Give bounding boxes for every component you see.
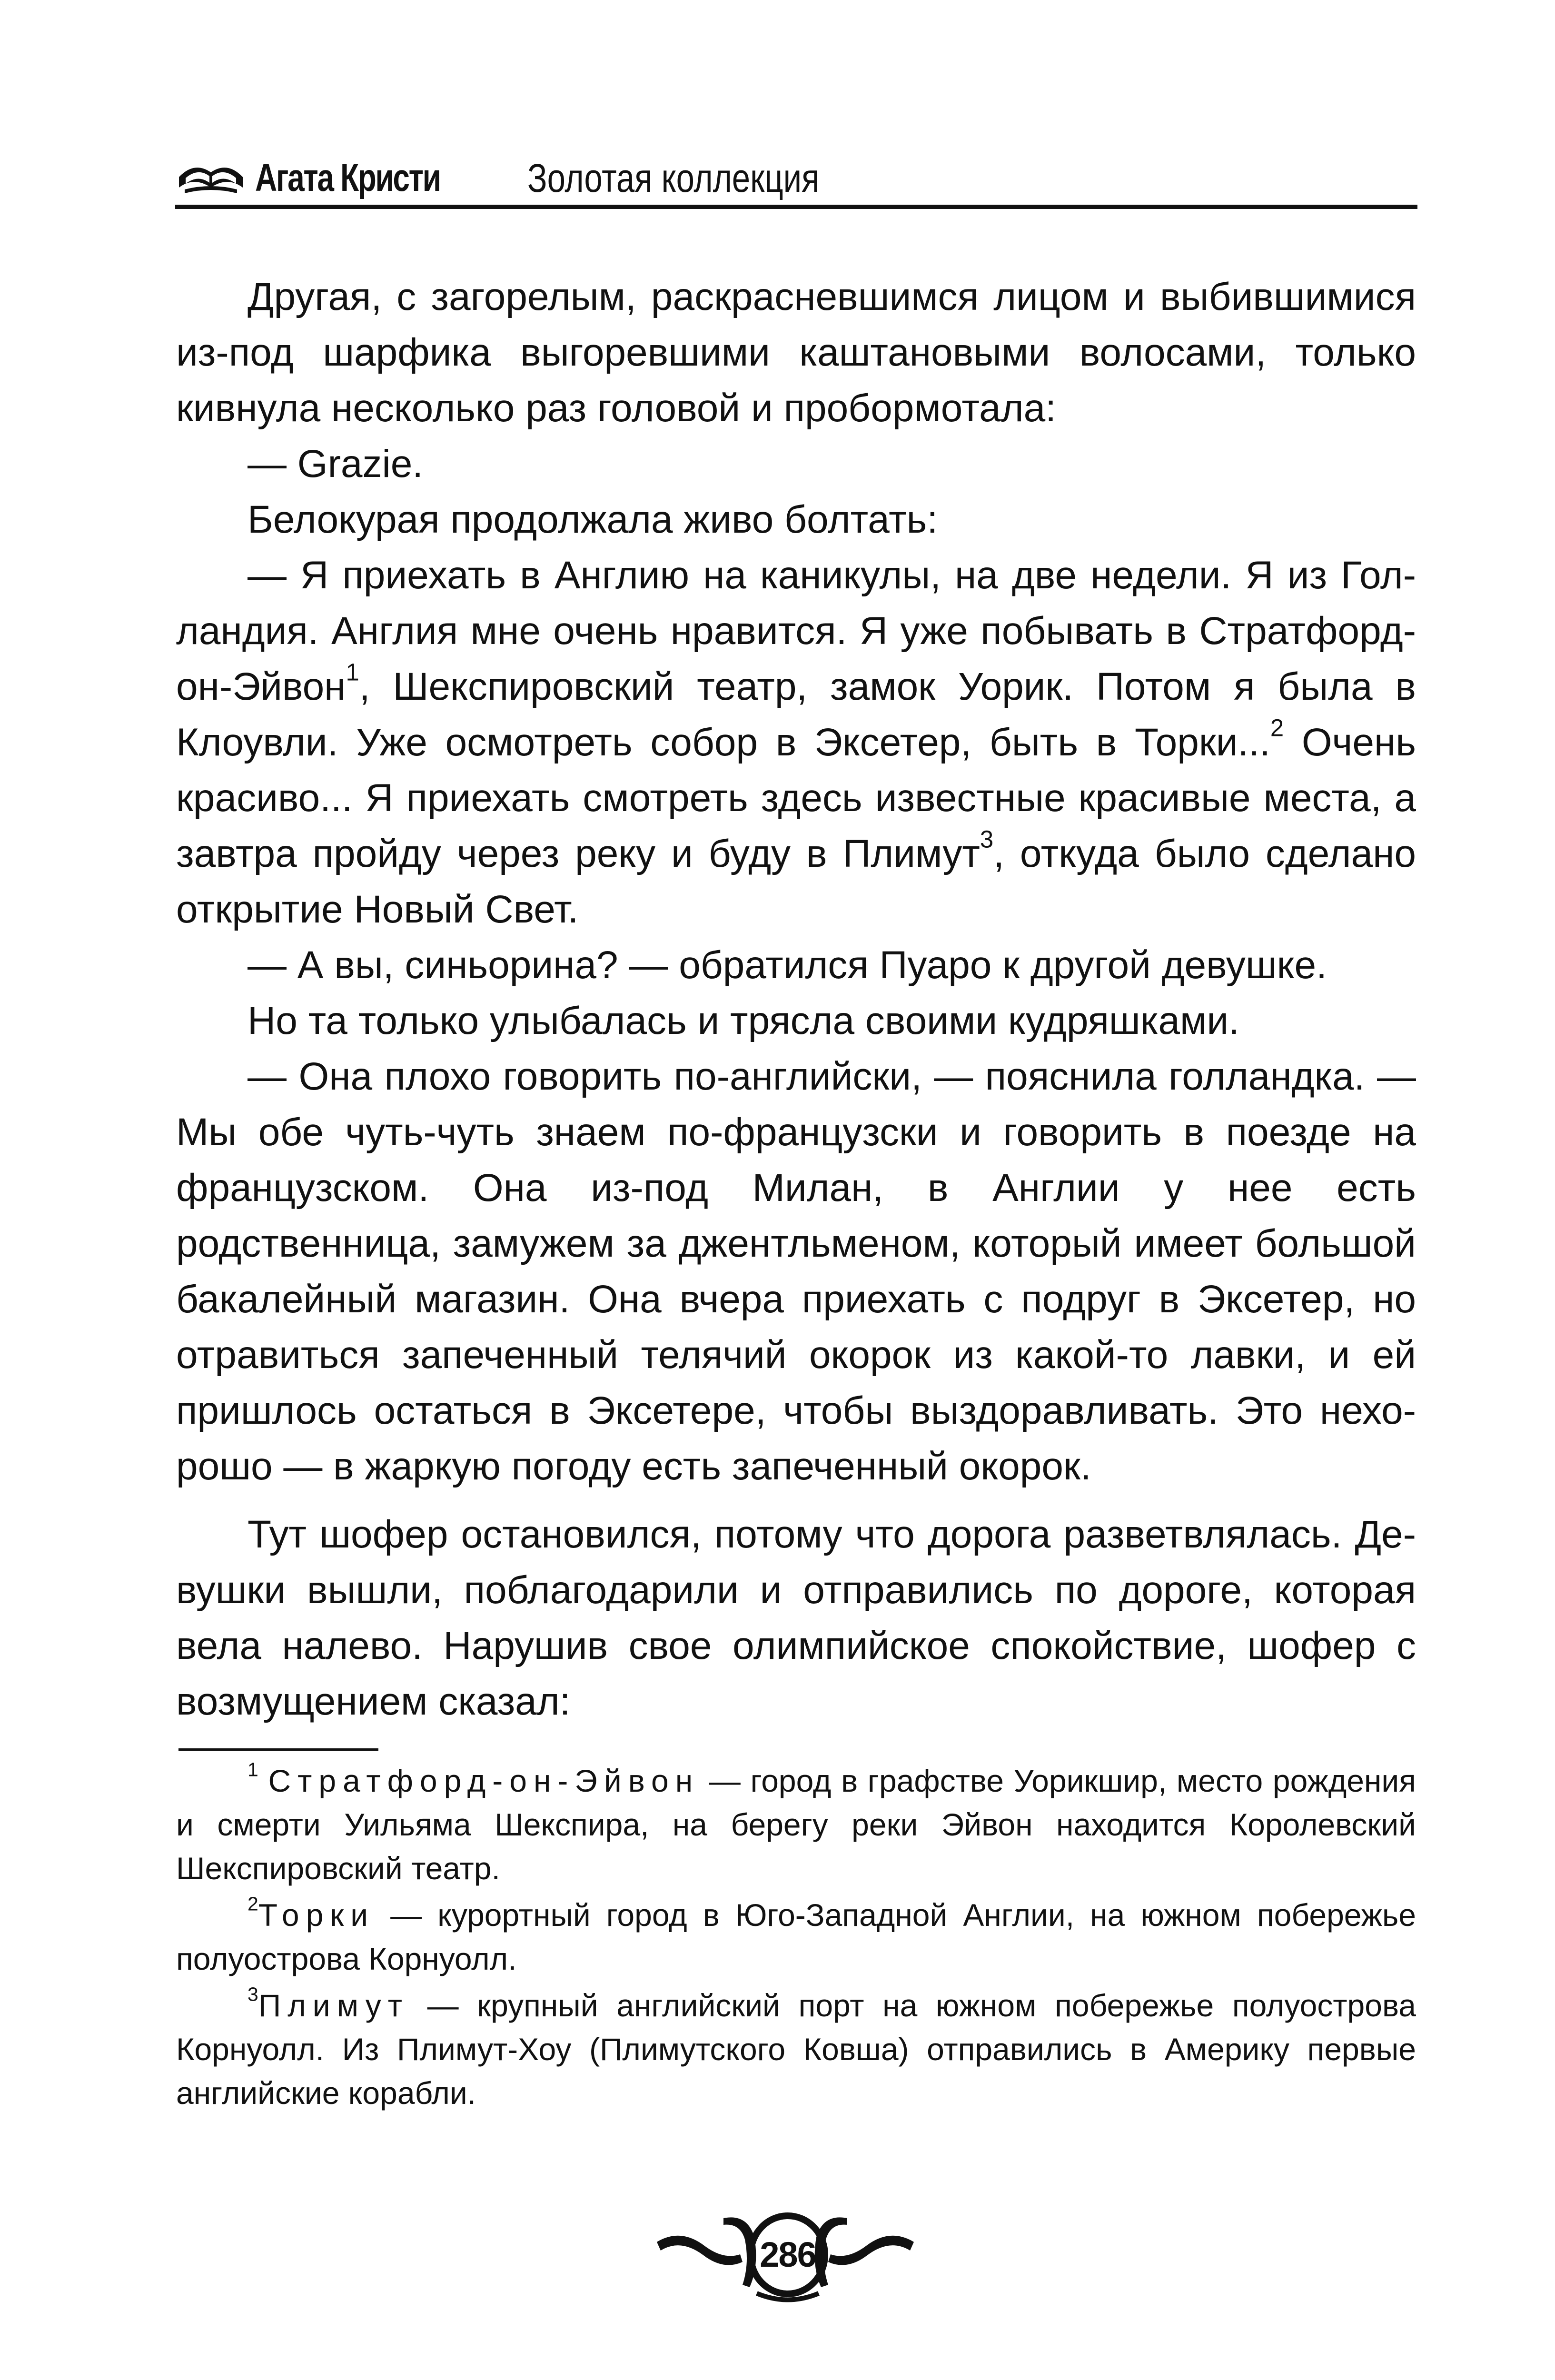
footnote-text: — курортный город в Юго-Западной Англии, на южном побережье полуострова Корнуолл. xyxy=(176,1897,1416,1976)
footnotes xyxy=(176,1759,1416,2118)
paragraph: — А вы, синьорина? — обратился Пуаро к другой девушке. xyxy=(248,943,1327,987)
running-header xyxy=(175,151,1417,204)
footnote-term: Торки xyxy=(258,1897,375,1933)
paragraph: — Я приехать в Англию на каникулы, на две недели. Я из Голландия. Англия мне очень нравится. Я уже побывать в Стратфорд-он-Эйвон$^1$, Шекспировский театр, замок Уорик. Потом я была в Клоувли. Уже осмотреть собор в Эксетер, быть в Торки...$^2$ Очень красиво... Я приехать смотреть здесь известные красивые места, а завтра пройду через реку и буду в Плимут$^3$, откуда было сделано открытие Новый Свет. xyxy=(176,554,1416,931)
paragraph: Другая, с загорелым, раскрасневшимся лицом и выбившимися из-под шарфика выгоревшими каштановыми волосами, только кивнула несколько раз головой и пробормотала: xyxy=(176,275,1416,430)
footnote xyxy=(176,1983,1416,2115)
footnote-ref[interactable]: 1 xyxy=(346,658,359,686)
footnote-text: — город в графстве Уорикшир, место рождения и смерти Уильяма Шекспира, на берегу реки Эйвон находится Королевский Шекспировский театр. xyxy=(176,1763,1416,1886)
footnote-mark: 1 xyxy=(248,1758,258,1781)
footnote-ref[interactable]: 2 xyxy=(1270,714,1284,742)
footnote-text: — крупный английский порт на южном побережье полуострова Корнуолл. Из Плимут-Хоу (Плимутского Ковша) отправились в Америку первые английские корабли. xyxy=(176,1988,1416,2111)
footnote-ref[interactable]: 3 xyxy=(980,825,994,853)
main-text xyxy=(176,269,1416,1729)
header-rule xyxy=(175,205,1417,209)
footnote-term: Стратфорд-он-Эйвон xyxy=(268,1763,700,1798)
paragraph: — Она плохо говорить по-английски, — пояснила голландка. — Мы обе чуть-чуть знаем по-французски и говорить в поезде на французском. Она из-под Милан, в Англии у нее есть родственница, замужем за джентльменом, который имеет большой бакалейный магазин. Она вчера приехать с подруг в Эксетер, но отравиться запеченный телячий окорок из какой-то лавки, и ей пришлось остаться в Эксетере, чтобы выздоравливать. Это нехорошо — в жаркую погоду есть запеченный окорок. xyxy=(176,1055,1416,1488)
footnote xyxy=(176,1893,1416,1981)
page-number: 286 xyxy=(760,2235,816,2274)
page-folio xyxy=(652,2209,919,2309)
paragraph: — Grazie. xyxy=(248,442,424,486)
paragraph: Тут шофер остановился, потому что дорога разветвлялась. Девушки вышли, поблагодарили и отправились по дороге, которая вела налево. Нарушив свое олимпийское спокойствие, шофер с возмущением сказал: xyxy=(176,1513,1416,1723)
footnote-separator xyxy=(178,1748,378,1751)
book-icon xyxy=(175,158,247,196)
header-author: Агата Кристи xyxy=(255,156,440,199)
footnote-mark: 2 xyxy=(248,1893,258,1915)
header-series-title: Золотая коллекция xyxy=(527,156,820,200)
footnote xyxy=(176,1759,1416,1890)
footnote-term: Плимут xyxy=(258,1988,409,2023)
footnote-mark: 3 xyxy=(248,1983,258,2005)
paragraph: Но та только улыбалась и трясла своими кудряшками. xyxy=(248,999,1239,1042)
paragraph: Белокурая продолжала живо болтать: xyxy=(248,498,938,541)
